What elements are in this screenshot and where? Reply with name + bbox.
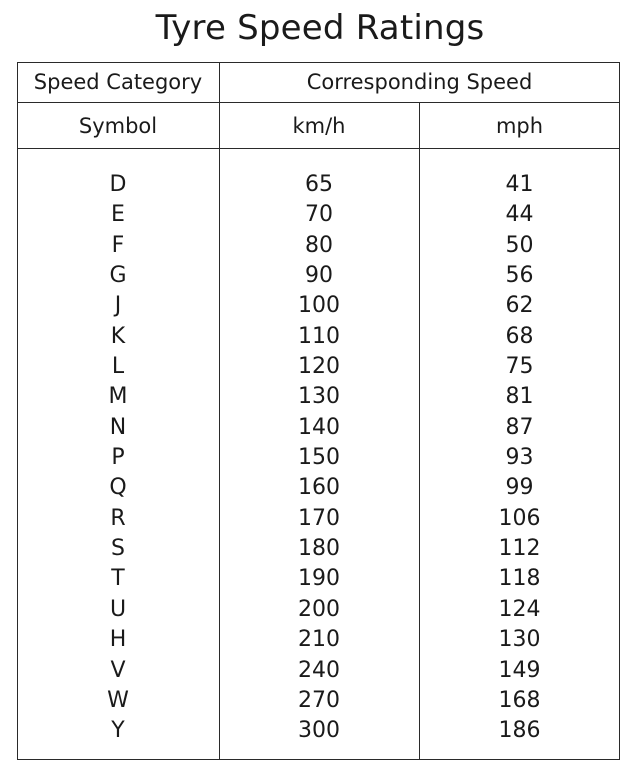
table-cell-symbol: Y bbox=[111, 718, 125, 744]
table-cell-mph: 75 bbox=[505, 354, 534, 380]
header-speed-category: Speed Category bbox=[33, 70, 203, 94]
table-cell-symbol: N bbox=[109, 414, 127, 440]
table-cell-kmh: 90 bbox=[305, 263, 333, 289]
table-cell-symbol: F bbox=[111, 232, 125, 258]
table-cell-mph: 68 bbox=[505, 323, 534, 349]
table-cell-mph: 130 bbox=[498, 627, 541, 653]
header-kmh: km/h bbox=[292, 114, 346, 138]
table-cell-symbol: H bbox=[109, 627, 127, 653]
table-cell-symbol: G bbox=[109, 263, 127, 289]
table-cell-kmh: 210 bbox=[298, 627, 340, 653]
symbol-column bbox=[17, 170, 219, 747]
table-cell-kmh: 100 bbox=[298, 293, 340, 319]
table-cell-symbol: L bbox=[111, 354, 125, 380]
table-cell-mph: 41 bbox=[505, 172, 534, 197]
header-corresponding-speed: Corresponding Speed bbox=[306, 70, 533, 94]
table-cell-symbol: S bbox=[111, 536, 125, 562]
table-cell-mph: 168 bbox=[498, 687, 541, 713]
table-cell-mph: 99 bbox=[505, 475, 534, 501]
table-cell-kmh: 70 bbox=[305, 202, 333, 228]
table-cell-kmh: 80 bbox=[305, 232, 333, 258]
header-mph: mph bbox=[495, 114, 544, 138]
table-cell-mph: 62 bbox=[505, 293, 534, 319]
table-cell-kmh: 270 bbox=[298, 687, 340, 713]
table-cell-symbol: R bbox=[110, 505, 126, 531]
table-cell-kmh: 120 bbox=[298, 354, 340, 380]
page-title: Tyre Speed Ratings bbox=[155, 8, 485, 48]
table-cell-kmh: 65 bbox=[305, 172, 333, 197]
table-cell-symbol: P bbox=[111, 445, 125, 471]
table-cell-mph: 81 bbox=[505, 384, 534, 410]
table-cell-mph: 112 bbox=[498, 536, 541, 562]
table-cell-mph: 87 bbox=[505, 414, 534, 440]
table-cell-kmh: 180 bbox=[298, 536, 340, 562]
table-cell-kmh: 160 bbox=[298, 475, 340, 501]
table-cell-kmh: 170 bbox=[298, 505, 340, 531]
table-cell-mph: 50 bbox=[505, 232, 534, 258]
header-symbol: Symbol bbox=[78, 114, 158, 138]
table-cell-mph: 124 bbox=[498, 596, 541, 622]
table-divider-top-header bbox=[17, 102, 620, 103]
table-cell-symbol: M bbox=[108, 384, 128, 410]
table-cell-symbol: V bbox=[110, 657, 126, 683]
table-cell-kmh: 240 bbox=[298, 657, 340, 683]
mph-column bbox=[419, 170, 620, 747]
table-cell-symbol: K bbox=[110, 323, 126, 349]
table-cell-mph: 44 bbox=[505, 202, 534, 228]
table-cell-kmh: 110 bbox=[298, 323, 340, 349]
table-cell-mph: 149 bbox=[498, 657, 541, 683]
table-cell-mph: 186 bbox=[498, 718, 541, 744]
table-cell-mph: 56 bbox=[505, 263, 534, 289]
table-cell-mph: 106 bbox=[498, 505, 541, 531]
table-cell-kmh: 190 bbox=[298, 566, 340, 592]
table-cell-mph: 118 bbox=[498, 566, 541, 592]
table-cell-symbol: T bbox=[111, 566, 125, 592]
table-cell-kmh: 300 bbox=[298, 718, 340, 744]
table-cell-symbol: J bbox=[114, 293, 122, 319]
kmh-column bbox=[219, 170, 419, 747]
table-cell-symbol: Q bbox=[109, 475, 127, 501]
table-divider-header-body bbox=[17, 148, 620, 149]
table-cell-symbol: U bbox=[109, 596, 127, 622]
table-cell-kmh: 200 bbox=[298, 596, 340, 622]
table-cell-symbol: E bbox=[111, 202, 125, 228]
table-cell-symbol: D bbox=[109, 172, 127, 197]
table-cell-kmh: 150 bbox=[298, 445, 340, 471]
table-cell-kmh: 130 bbox=[298, 384, 340, 410]
table-cell-symbol: W bbox=[107, 687, 129, 713]
table-cell-kmh: 140 bbox=[298, 414, 340, 440]
table-cell-mph: 93 bbox=[505, 445, 534, 471]
